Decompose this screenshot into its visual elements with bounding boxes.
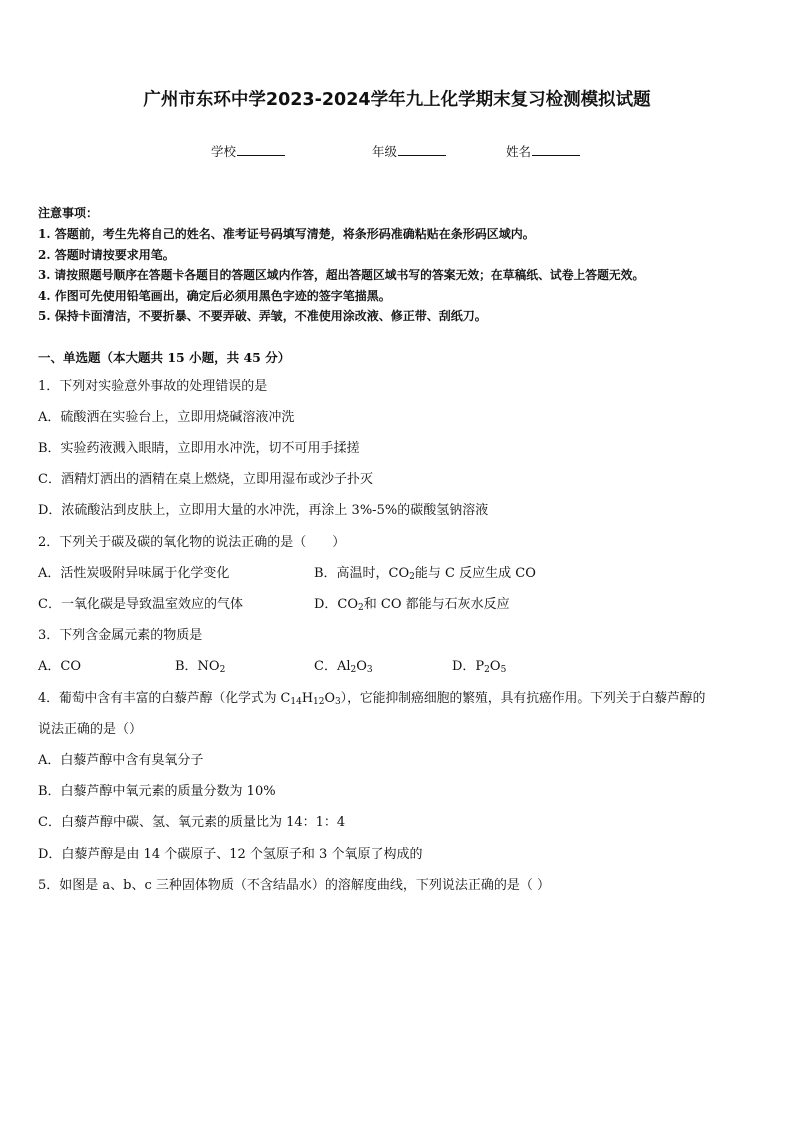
notice-item: 1. 答题前，考生先将自己的姓名、准考证号码填写清楚，将条形码准确粘贴在条形码区域内。 bbox=[38, 227, 535, 241]
question-3-option-a: A．CO bbox=[38, 659, 81, 674]
question-4-stem-line2: 说法正确的是（） bbox=[38, 722, 143, 737]
question-1-option-d: D．浓硫酸沾到皮肤上，立即用大量的水冲洗，再涂上 3%-5%的碳酸氢钠溶液 bbox=[38, 503, 489, 518]
question-2-option-a: A．活性炭吸附异味属于化学变化 bbox=[38, 566, 230, 581]
question-2-option-b: B．高温时，$CO_2$能与 C 反应生成 CO bbox=[314, 566, 536, 582]
grade-field bbox=[372, 142, 446, 160]
notice-heading: 注意事项： bbox=[38, 206, 99, 220]
question-4-stem: 4．葡萄中含有丰富的白藜芦醇（化学式为 $C_{14}H_{12}O_3$），它能抑制癌细胞的繁殖，具有抗癌作用。下列关于白藜芦醇的 bbox=[38, 691, 706, 707]
school-blank bbox=[237, 143, 285, 156]
section-heading: 一、单选题（本大题共 15 小题，共 45 分） bbox=[38, 350, 291, 365]
question-4-option-b: B．白藜芦醇中氧元素的质量分数为 10% bbox=[38, 784, 276, 799]
notice-item: 2. 答题时请按要求用笔。 bbox=[38, 248, 175, 262]
question-3-option-c: C．$Al_2O_3$ bbox=[314, 659, 373, 675]
name-blank bbox=[532, 143, 580, 156]
question-5-stem: 5．如图是 a、b、c 三种固体物质（不含结晶水）的溶解度曲线，下列说法正确的是（ ） bbox=[38, 878, 551, 893]
name-label: 姓名 bbox=[506, 144, 532, 159]
question-3-option-d: D．$P_2O_5$ bbox=[452, 659, 507, 675]
school-label: 学校 bbox=[211, 144, 237, 159]
question-1-option-a: A．硫酸洒在实验台上，立即用烧碱溶液冲洗 bbox=[38, 410, 295, 425]
notice-item: 4. 作图可先使用铅笔画出，确定后必须用黑色字迹的签字笔描黑。 bbox=[38, 289, 391, 303]
name-field bbox=[506, 142, 580, 160]
question-2-stem: 2．下列关于碳及碳的氧化物的说法正确的是（ ） bbox=[38, 535, 346, 550]
question-2-option-c: C．一氧化碳是导致温室效应的气体 bbox=[38, 597, 243, 612]
question-3-stem: 3．下列含金属元素的物质是 bbox=[38, 628, 203, 643]
question-1-stem: 1．下列对实验意外事故的处理错误的是 bbox=[38, 379, 268, 394]
question-2-option-d: D．$CO_2$和 CO 都能与石灰水反应 bbox=[314, 597, 510, 613]
question-3-option-b: B．$NO_2$ bbox=[175, 659, 226, 675]
grade-label: 年级 bbox=[372, 144, 398, 159]
grade-blank bbox=[398, 143, 446, 156]
question-4-option-a: A．白藜芦醇中含有臭氧分子 bbox=[38, 753, 204, 768]
school-field bbox=[211, 142, 285, 160]
notice-item: 5. 保持卡面清洁，不要折暴、不要弄破、弄皱，不准使用涂改液、修正带、刮纸刀。 bbox=[38, 309, 487, 323]
question-1-option-b: B．实验药液溅入眼睛，立即用水冲洗，切不可用手揉搓 bbox=[38, 441, 360, 456]
question-1-option-c: C．酒精灯洒出的酒精在桌上燃烧，立即用湿布或沙子扑灭 bbox=[38, 472, 373, 487]
question-4-option-d: D．白藜芦醇是由 14 个碳原子、12 个氢原子和 3 个氧原了构成的 bbox=[38, 847, 423, 862]
question-4-option-c: C．白藜芦醇中碳、氢、氧元素的质量比为 14：1：4 bbox=[38, 815, 346, 830]
page-title: 广州市东环中学2023-2024学年九上化学期末复习检测模拟试题 bbox=[143, 90, 651, 110]
notice-item: 3. 请按照题号顺序在答题卡各题目的答题区域内作答，超出答题区域书写的答案无效；在草稿纸、试卷上答题无效。 bbox=[38, 268, 645, 282]
